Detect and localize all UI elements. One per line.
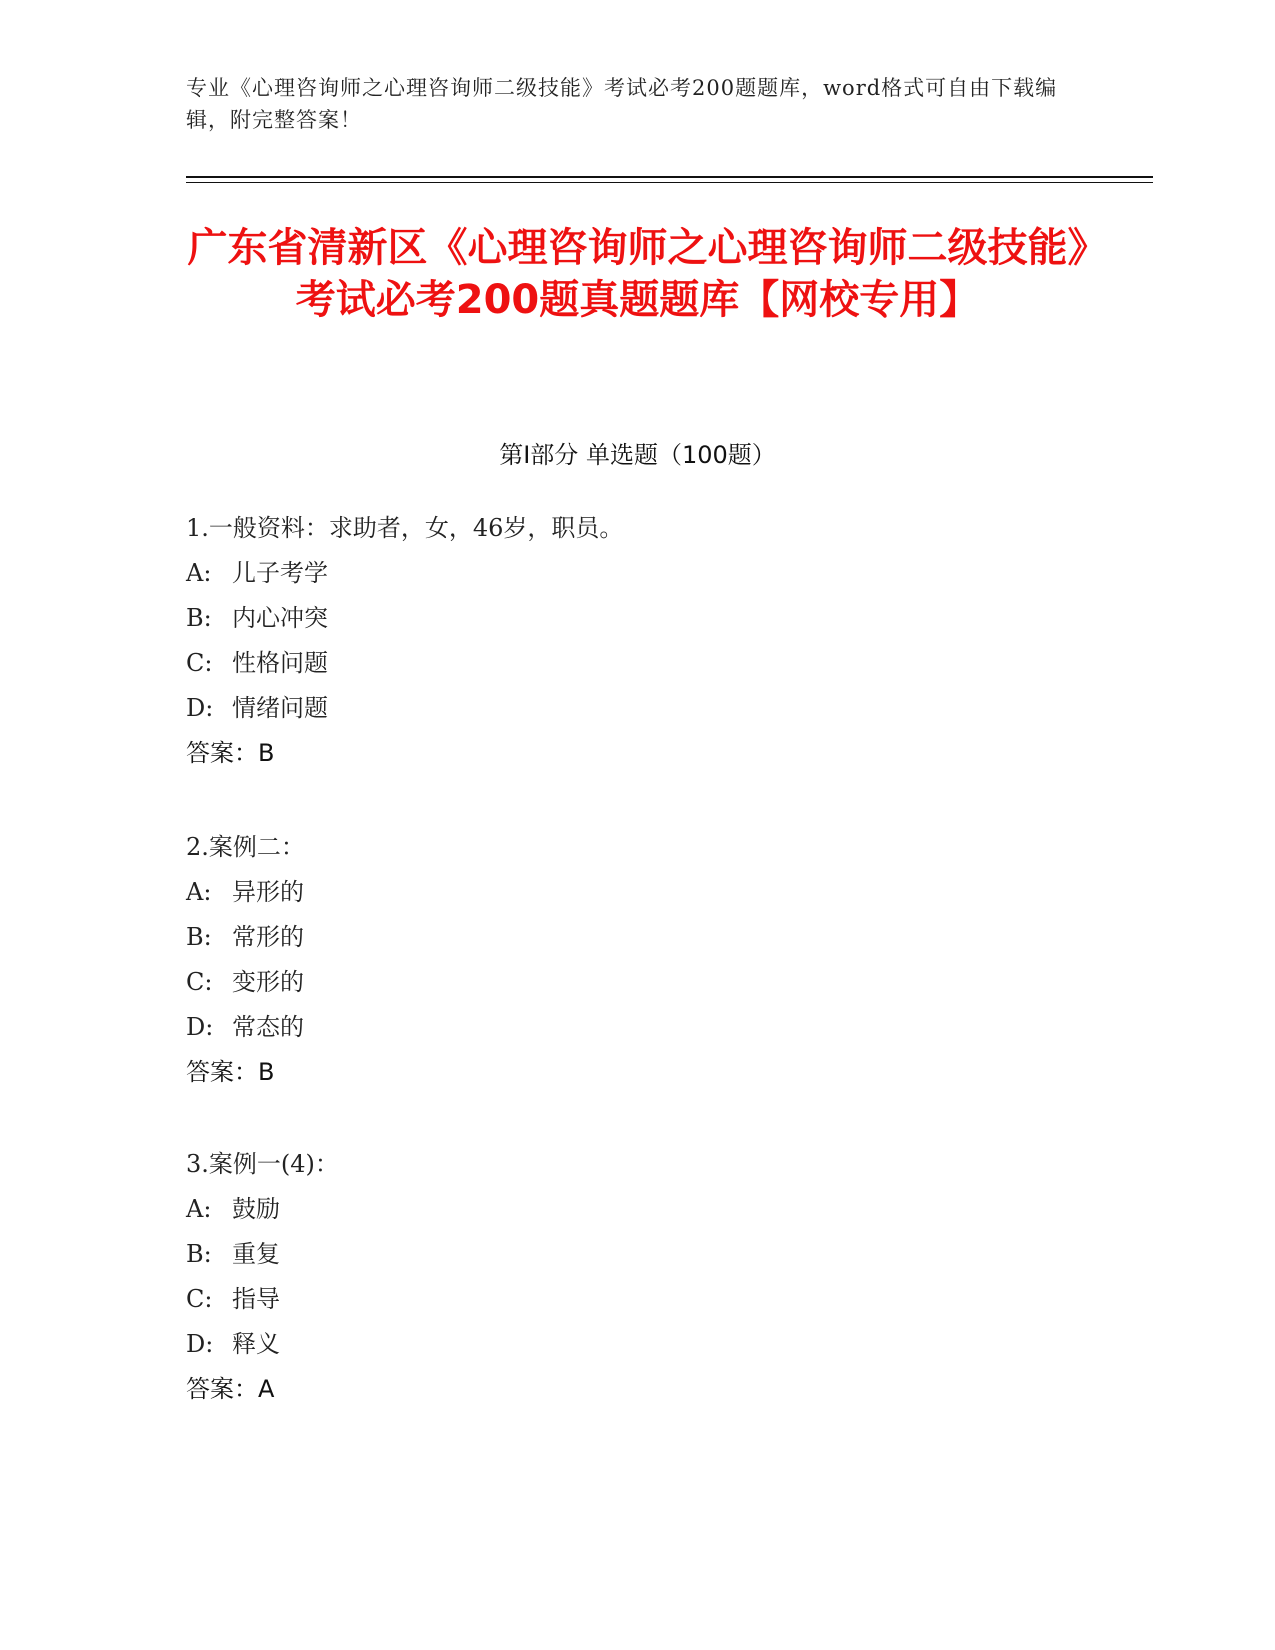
option-text: 释义 <box>232 1330 280 1358</box>
option-a <box>186 1187 1086 1232</box>
option-letter: B: <box>186 923 212 951</box>
header-divider-thick <box>186 176 1153 178</box>
option-letter: D: <box>186 1013 214 1041</box>
question-stem: 1.一般资料：求助者，女，46岁，职员。 <box>186 514 624 542</box>
option-b <box>186 596 1086 641</box>
question-block <box>186 1142 1086 1412</box>
header-divider-thin <box>186 182 1153 183</box>
option-letter: A: <box>186 1195 212 1223</box>
question-block <box>186 506 1086 776</box>
answer-line: 答案：B <box>186 1058 275 1086</box>
option-c <box>186 1277 1086 1322</box>
question-block <box>186 825 1086 1095</box>
option-c <box>186 641 1086 686</box>
question-stem: 3.案例一(4)： <box>186 1150 339 1178</box>
option-letter: D: <box>186 694 214 722</box>
answer-line: 答案：A <box>186 1375 275 1403</box>
option-letter: B: <box>186 604 212 632</box>
header-note: 专业《心理咨询师之心理咨询师二级技能》考试必考200题题库，word格式可自由下载编辑，附完整答案！ <box>186 76 1058 132</box>
option-text: 常态的 <box>232 1013 304 1041</box>
option-text: 鼓励 <box>232 1195 280 1223</box>
option-text: 常形的 <box>232 923 304 951</box>
option-letter: C: <box>186 649 213 677</box>
answer-line: 答案：B <box>186 739 275 767</box>
option-d <box>186 1005 1086 1050</box>
option-letter: D: <box>186 1330 214 1358</box>
option-text: 变形的 <box>232 968 304 996</box>
option-letter: B: <box>186 1240 212 1268</box>
option-c <box>186 960 1086 1005</box>
document-title: 广东省清新区《心理咨询师之心理咨询师二级技能》考试必考200题真题题库【网校专用】 <box>187 225 1088 323</box>
option-a <box>186 870 1086 915</box>
option-text: 情绪问题 <box>232 694 328 722</box>
option-text: 异形的 <box>232 878 304 906</box>
option-text: 儿子考学 <box>232 559 328 587</box>
option-text: 重复 <box>232 1240 280 1268</box>
option-text: 内心冲突 <box>232 604 328 632</box>
section-heading: 第I部分 单选题（100题） <box>499 441 776 469</box>
option-letter: A: <box>186 559 212 587</box>
option-b <box>186 1232 1086 1277</box>
option-letter: C: <box>186 1285 213 1313</box>
option-letter: C: <box>186 968 213 996</box>
option-d <box>186 686 1086 731</box>
option-text: 指导 <box>232 1285 280 1313</box>
option-d <box>186 1322 1086 1367</box>
option-letter: A: <box>186 878 212 906</box>
option-text: 性格问题 <box>232 649 328 677</box>
option-b <box>186 915 1086 960</box>
question-stem: 2.案例二： <box>186 833 305 861</box>
option-a <box>186 551 1086 596</box>
